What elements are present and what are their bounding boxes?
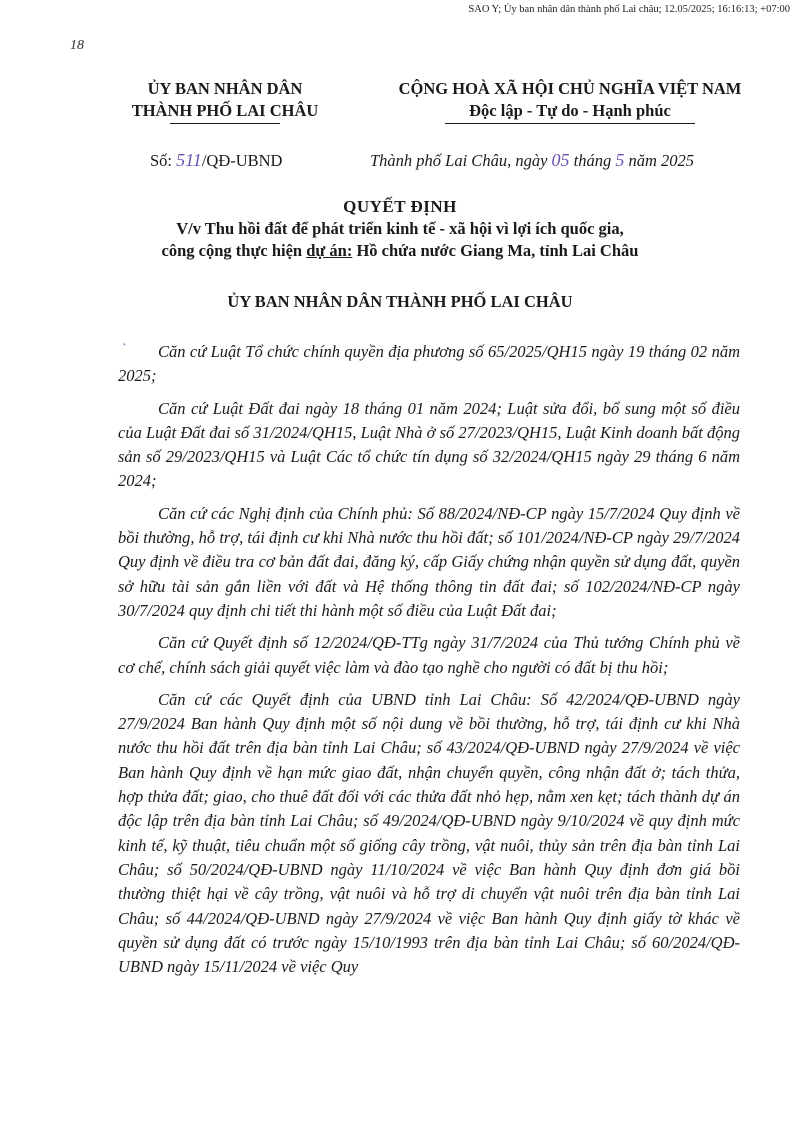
authority-underline <box>170 123 280 124</box>
authority-line-2: THÀNH PHỐ LAI CHÂU <box>131 101 319 120</box>
motto-underline <box>445 123 695 124</box>
subject-line-2-underlined: dự án: <box>306 241 353 260</box>
digital-copy-stamp: SAO Y; Ủy ban nhân dân thành phố Lai châu; 12.05/2025; 16:16:13; +07:00 <box>468 4 790 15</box>
subject-line-2-post: Hồ chứa nước Giang Ma, tỉnh Lai Châu <box>352 241 639 260</box>
document-title: QUYẾT ĐỊNH <box>343 197 457 216</box>
motto: Độc lập - Tự do - Hạnh phúc <box>469 101 671 120</box>
document-body <box>118 340 740 987</box>
authority-line-1: ỦY BAN NHÂN DÂN <box>147 79 303 98</box>
date-part-3: năm 2025 <box>624 151 695 170</box>
paragraph-4: Căn cứ Quyết định số 12/2024/QĐ-TTg ngày 31/7/2024 của Thủ tướng Chính phủ về cơ chế, chính sách giải quyết việc làm và đào tạo nghề cho người có đất bị thu hồi; <box>118 633 740 677</box>
handwritten-month: 5 <box>615 150 625 170</box>
paragraph-3: Căn cứ các Nghị định của Chính phủ: Số 88/2024/NĐ-CP ngày 15/7/2024 Quy định về bồi thường, hỗ trợ, tái định cư khi Nhà nước thu hồi đất; số 101/2024/NĐ-CP ngày 29/7/2024 Quy định về điều tra cơ bản đất đai, đăng ký, cấp Giấy chứng nhận quyền sử dụng đất, quyền sở hữu tài sản gắn liền với đất và Hệ thống thông tin đất đai; số 102/2024/NĐ-CP ngày 30/7/2024 quy định chi tiết thi hành một số điều của Luật Đất đai; <box>118 503 740 620</box>
country-name: CỘNG HOÀ XÃ HỘI CHỦ NGHĨA VIỆT NAM <box>398 79 742 98</box>
document-date <box>370 150 694 171</box>
paragraph-1: Căn cứ Luật Tổ chức chính quyền địa phương số 65/2025/QH15 ngày 19 tháng 02 năm 2025; <box>118 342 740 386</box>
paragraph-2: Căn cứ Luật Đất đai ngày 18 tháng 01 năm 2024; Luật sửa đổi, bổ sung một số điều của Luật Đất đai số 31/2024/QH15, Luật Nhà ở số 27/2023/QH15, Luật Kinh doanh bất động sản số 29/2023/QH15 và Luật Các tổ chức tín dụng số 32/2024/QH15 ngày 29 tháng 6 năm 2024; <box>118 398 740 491</box>
document-number <box>150 150 282 171</box>
deciding-authority: ỦY BAN NHÂN DÂN THÀNH PHỐ LAI CHÂU <box>227 292 573 311</box>
page-mark: 18 <box>70 38 84 53</box>
handwritten-number: 511 <box>176 150 202 170</box>
subject-line-1: V/v Thu hồi đất để phát triển kinh tế - xã hội vì lợi ích quốc gia, <box>176 219 624 238</box>
handwritten-day: 05 <box>551 150 570 170</box>
subject-line-2 <box>0 240 800 262</box>
issuing-authority <box>80 78 370 124</box>
paragraph-5: Căn cứ các Quyết định của UBND tỉnh Lai Châu: Số 42/2024/QĐ-UBND ngày 27/9/2024 Ban hành Quy định một số nội dung về bồi thường, hỗ trợ, tái định cư khi Nhà nước thu hồi đất trên địa bàn tỉnh Lai Châu; số 43/2024/QĐ-UBND ngày 27/9/2024 về việc Ban hành Quy định về hạn mức giao đất, nhận chuyển quyền, công nhận đất ở; tách thửa, hợp thửa đất; giao, cho thuê đất đối với các thửa đất nhỏ hẹp, nằm xen kẹt; tách thành dự án độc lập trên địa bàn tỉnh Lai Châu; số 49/2024/QĐ-UBND ngày 9/10/2024 về quy định mức kinh tế, kỹ thuật, tiêu chuẩn một số giống cây trồng, vật nuôi, thủy sản trên địa bàn tỉnh Lai Châu; số 50/2024/QĐ-UBND ngày 11/10/2024 về việc Ban hành Quy định đơn giá bồi thường thiệt hại về cây trồng, vật nuôi và hỗ trợ di chuyển vật nuôi trên địa bàn tỉnh Lai Châu; số 44/2024/QĐ-UBND ngày 27/9/2024 về việc Ban hành Quy định giấy tờ khác về quyền sử dụng đất có trước ngày 15/10/1993 trên địa bàn tỉnh Lai Châu; số 60/2024/QĐ-UBND ngày 15/11/2024 về việc Quy <box>118 689 740 977</box>
date-part-1: Thành phố Lai Châu, ngày <box>370 151 552 170</box>
title-block <box>0 196 800 262</box>
number-suffix: /QĐ-UBND <box>201 151 283 170</box>
number-prefix: Số: <box>150 151 177 170</box>
national-motto <box>340 78 800 124</box>
date-part-2: tháng <box>569 151 616 170</box>
subject-line-2-pre: công cộng thực hiện <box>161 241 307 260</box>
pen-tick-mark: ˋ <box>122 342 127 357</box>
